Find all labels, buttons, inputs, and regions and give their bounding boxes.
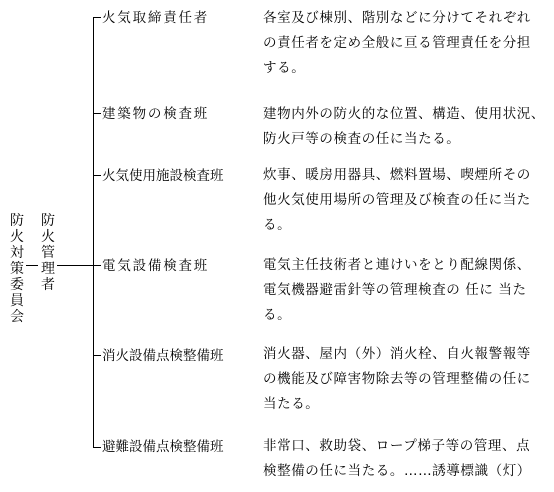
- role-description-extinguishing-equipment: 消火器、屋内（外）消火栓、自火報警報等 の機能及び障害物除去等の管理整備の任に 当たる。: [263, 346, 531, 412]
- fire-prevention-manager-label: 防 火 管 理 者: [41, 213, 55, 293]
- role-description-fire-use-facility-inspection: 炊事、暖房用器具、燃料置場、喫煙所その 他火気使用場所の管理及び検査の任に当た る。: [263, 167, 531, 233]
- role-title-evacuation-equipment: 避難設備点検整備班: [102, 439, 224, 455]
- role-description-evacuation-equipment: 非常口、救助袋、ロープ梯子等の管理、点 検整備の任に当たる。……誘導標識（灯）: [263, 438, 531, 479]
- branch-tick-3: [93, 175, 101, 176]
- branch-trunk-line: [93, 17, 94, 448]
- role-description-electrical-inspection: 電気主任技術者と連けいをとり配線関係、 電気機器避雷針等の管理検査の 任に 当た る。: [263, 257, 531, 323]
- fire-prevention-committee-label: 防 火 対 策 委 員 会: [10, 213, 24, 325]
- committee-to-manager-connector: [26, 265, 38, 266]
- role-title-building-inspection: 建築物の検査班: [102, 106, 210, 122]
- branch-tick-1: [93, 17, 101, 18]
- role-title-fire-control: 火気取締責任者: [102, 10, 210, 26]
- branch-tick-2: [93, 113, 101, 114]
- branch-tick-6: [93, 447, 101, 448]
- role-title-electrical-inspection: 電気設備検査班: [102, 258, 210, 274]
- branch-tick-5: [93, 355, 101, 356]
- role-description-fire-control: 各室及び棟別、階別などに分けてそれぞれ の責任者を定め全般に亘る管理責任を分担 する。: [263, 10, 531, 76]
- role-title-extinguishing-equipment: 消火設備点検整備班: [102, 348, 224, 364]
- branch-tick-4: [93, 265, 101, 266]
- manager-to-trunk-connector: [57, 265, 93, 266]
- role-title-fire-use-facility-inspection: 火気使用施設検査班: [102, 168, 224, 184]
- role-description-building-inspection: 建物内外の防火的な位置、構造、使用状況、 防火戸等の検査の任に当たる。: [263, 106, 545, 147]
